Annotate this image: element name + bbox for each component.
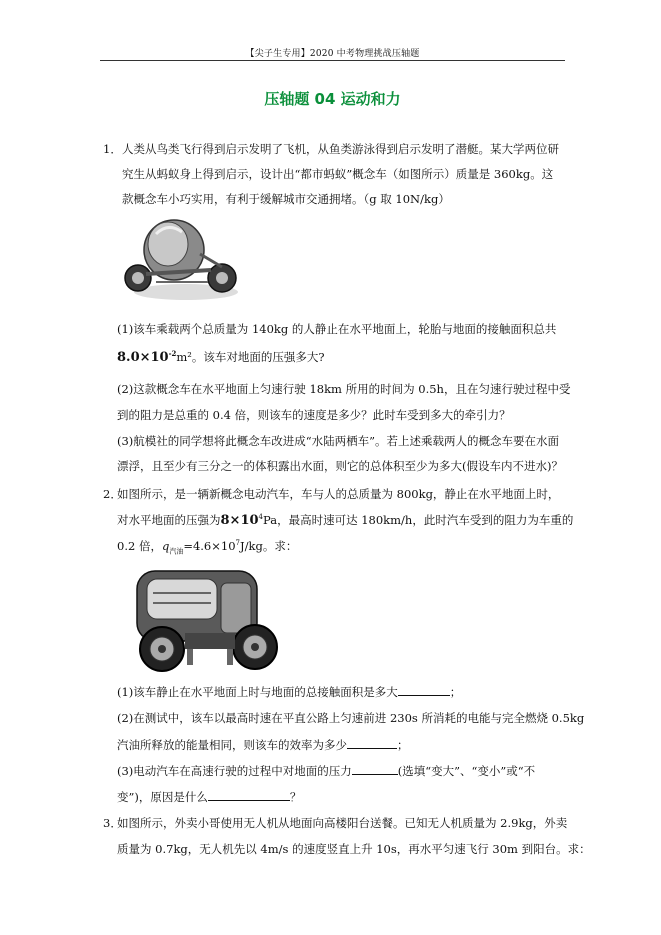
punctuation: ； [397,738,409,752]
question-1-line: 人类从鸟类飞行得到启示发明了飞机，从鱼类游泳得到启示发明了潜艇。某大学两位研 [122,142,559,156]
question-2-line [117,539,298,556]
question-1-part-2-text: (2)这款概念车在水平地面上匀速行驶 18km 所用的时间为 0.5h，且在匀速行驶过程中受 [117,382,571,396]
pressure-value: 8×10 [220,513,259,528]
question-1-number: 1． [103,142,122,156]
question-3-line: 质量为 0.7kg，无人机先以 4m/s 的速度竖直上升 10s，再水平匀速飞行 30m 到阳台。求： [117,842,591,856]
heat-value-number: =4.6×10 [183,539,236,553]
question-2-part-3-label: (3)电动汽车在高速行驶的过程中对地面的压力 [117,764,352,778]
pressure-exponent: 4 [258,513,263,522]
header-divider [100,60,565,61]
question-1-part-1-text: (1)该车乘载两个总质量为 140kg 的人静止在水平地面上，轮胎与地面的接触面积总共 [117,322,557,336]
electric-car-illustration-icon [117,563,289,681]
question-1-part-2-text-cont: 到的阻力是总重的 0.4 倍，则该车的速度是多少？此时车受到多大的牵引力？ [117,408,511,422]
question-3-line: 如图所示，外卖小哥使用无人机从地面向高楼阳台送餐。已知无人机质量为 2.9kg，外卖 [117,816,568,830]
question-2-part-1-label: (1)该车静止在水平地面上时与地面的总接触面积是多大 [117,685,398,699]
question-1-line: 款概念车小巧实用，有利于缓解城市交通拥堵。（g 取 10N/kg） [122,192,450,206]
question-2-line [117,513,573,528]
car-illustration-icon [116,212,242,304]
answer-blank-4[interactable] [208,789,290,801]
question-2-part-2-label: 汽油所释放的能量相同，则该车的效率为多少 [117,738,347,752]
question-2-part-2-text-cont [117,737,409,752]
punctuation: ？ [289,790,302,804]
question-2-line: 如图所示，是一辆新概念电动汽车，车与人的总质量为 800kg，静止在水平地面上时， [117,487,560,501]
area-exponent: -2 [168,349,177,359]
area-value: 8.0×10 [117,350,169,365]
pressure-rest: Pa，最高时速可达 180km/h，此时汽车受到的阻力为车重的 [263,513,574,527]
question-2-part-1-text [117,684,461,699]
question-1-part-3-text-cont: 漂浮，且至少有三分之一的体积露出水面，则它的总体积至少为多大(假设车内不进水)？ [117,459,563,473]
answer-blank-2[interactable] [347,737,397,749]
question-1-part-1-text-cont [117,350,325,365]
question-1-part-3-text: (3)航模社的同学想将此概念车改进成“水陆两栖车”。若上述乘载两人的概念车要在水面 [117,434,560,448]
question-1-line: 究生从蚂蚁身上得到启示，设计出“都市蚂蚁”概念车（如图所示）质量是 360kg。这 [122,167,554,181]
area-unit-text: m²。该车对地面的压强多大? [176,350,325,364]
pressure-label: 对水平地面的压强为 [117,513,221,527]
question-2-part-3-text-cont [117,789,301,804]
heat-value-symbol: q [161,539,170,553]
question-2-part-3-options: (选填“变大”、“变小”或“不 [397,764,536,778]
ratio-text: 0.2 倍， [117,539,162,553]
heat-value-exponent: 7 [235,539,240,548]
page-header: 【尖子生专用】2020 中考物理挑战压轴题 [245,49,420,59]
heat-value-unit: J/kg。求： [240,539,298,553]
answer-blank-3[interactable] [352,763,398,775]
electric-concept-car-image [117,563,289,681]
question-2-part-3-text [117,763,535,778]
question-2-part-3-reason: 变”)，原因是什么 [117,790,208,804]
heat-value-subscript: 汽油 [169,547,184,556]
question-3-number: 3． [103,816,122,830]
ant-concept-car-image [116,212,242,304]
question-2-number: 2． [103,487,122,501]
question-2-part-2-text: (2)在测试中，该车以最高时速在平直公路上匀速前进 230s 所消耗的电能与完全燃烧 0.5kg [117,711,585,725]
punctuation: ； [449,685,462,699]
answer-blank-1[interactable] [398,684,450,696]
page-title: 压轴题 04 运动和力 [264,90,401,108]
